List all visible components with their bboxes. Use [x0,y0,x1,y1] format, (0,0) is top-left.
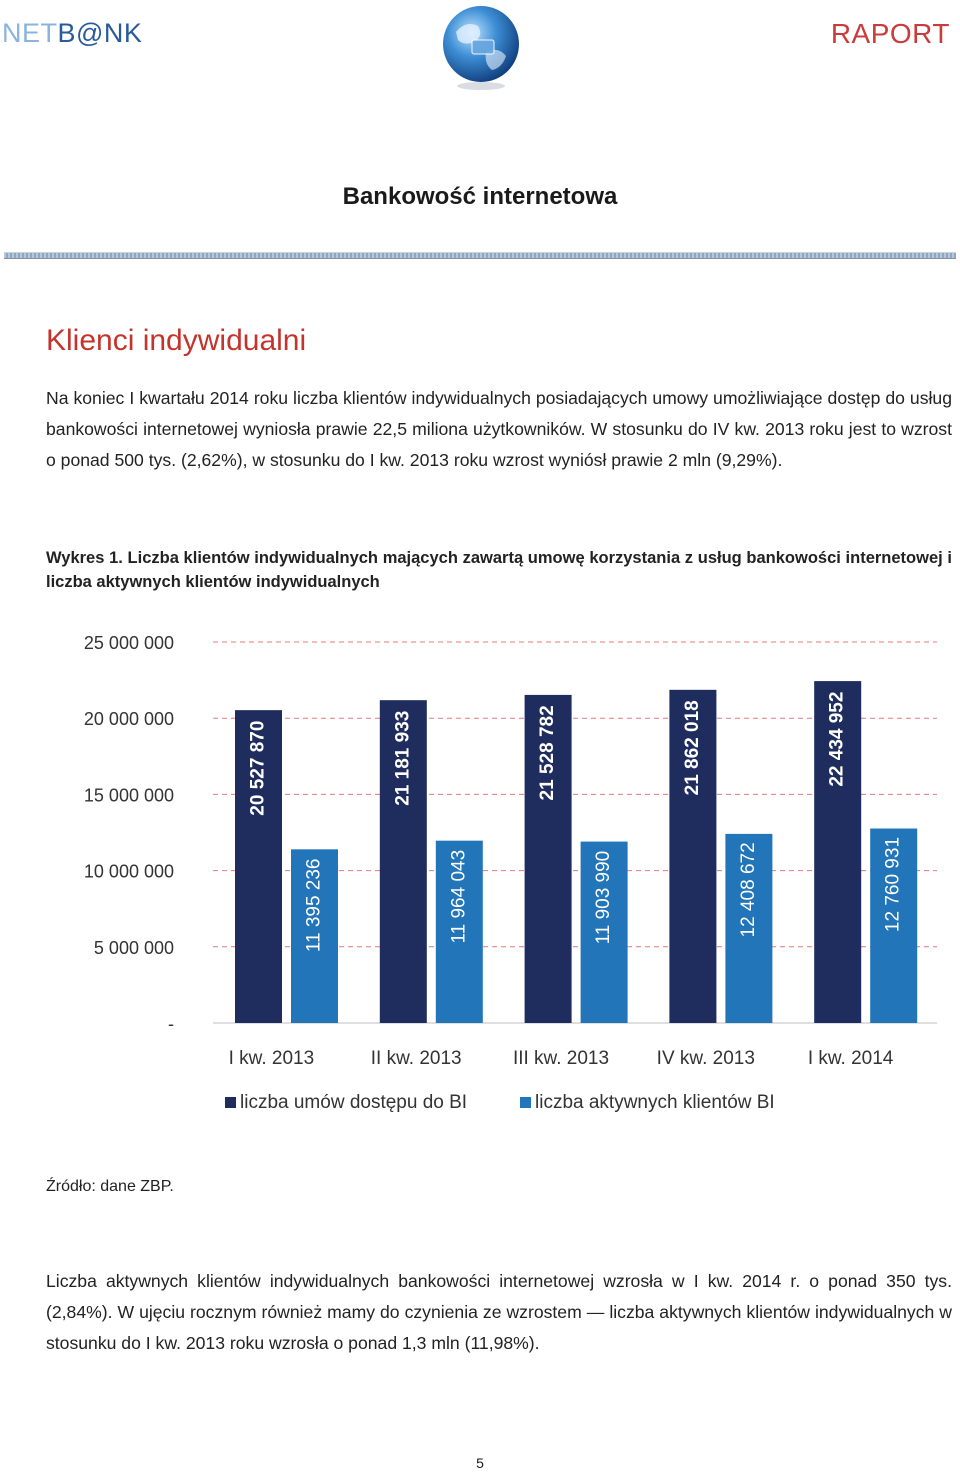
y-tick-label: 5 000 000 [93,937,174,958]
page-number: 5 [476,1455,484,1471]
title-divider [4,252,956,259]
data-label: 11 964 043 [448,849,470,944]
logo-part-net: NET [2,18,58,48]
page-heading: Klienci indywidualni [46,324,307,357]
data-label: 20 527 870 [247,720,269,816]
netbank-logo [2,18,142,49]
legend-swatch-1 [225,1097,236,1108]
x-tick-label: I kw. 2014 [807,1048,894,1069]
data-label: 12 760 931 [882,836,904,933]
intro-paragraph: Na koniec I kwartału 2014 roku liczba klientów indywidualnych posiadających umowy umożliwiające dostęp do usług bankowości internetowej wyniosła prawie 22,5 miliona użytkowników. W stosunku do IV kw. 2013 roku jest to wzrost o ponad 500 tys. (2,62%), w stosunku do I kw. 2013 roku wzrost wyniósł prawie 2 mln (9,29%). [46,388,952,470]
logo-part-bank: B@NK [57,18,143,48]
y-tick-label: 10 000 000 [83,861,174,882]
data-label: 22 434 952 [826,691,848,787]
data-label: 21 862 018 [681,700,703,796]
legend-label-2: liczba aktywnych klientów BI [535,1092,775,1113]
summary-paragraph: Liczba aktywnych klientów indywidualnych bankowości internetowej wzrosła w I kw. 2014 r. o ponad 350 tys. (2,84%). W ujęciu rocznym również mamy do czynienia ze wzrostem — liczba aktywnych klientów indywidualnych w stosunku do I kw. 2013 roku wzrosła o ponad 1,3 mln (11,98%). [46,1271,952,1353]
section-title: Bankowość internetowa [342,183,618,210]
data-label: 21 528 782 [537,705,559,801]
legend-swatch-2 [520,1097,531,1108]
data-label: 21 181 933 [392,710,414,806]
data-label: 11 395 236 [303,858,325,953]
data-label: 12 408 672 [737,842,759,938]
x-tick-label: III kw. 2013 [512,1048,610,1069]
x-tick-label: I kw. 2013 [228,1048,315,1069]
x-tick-label: II kw. 2013 [370,1048,462,1069]
raport-label: RAPORT [830,18,950,49]
bar-chart [0,615,960,1135]
data-label: 11 903 990 [593,850,615,945]
y-tick-label: - [168,1014,174,1034]
legend-label-1: liczba umów dostępu do BI [240,1092,468,1113]
y-tick-label: 15 000 000 [83,785,174,806]
globe-icon [438,2,524,92]
y-tick-label: 20 000 000 [83,709,174,730]
source-note: Źródło: dane ZBP. [46,1178,174,1195]
y-tick-label: 25 000 000 [83,633,174,653]
chart-caption: Wykres 1. Liczba klientów indywidualnych mających zawartą umowę korzystania z usług bankowości internetowej i liczba aktywnych klientów indywidualnych [46,549,952,591]
x-tick-label: IV kw. 2013 [656,1048,755,1069]
